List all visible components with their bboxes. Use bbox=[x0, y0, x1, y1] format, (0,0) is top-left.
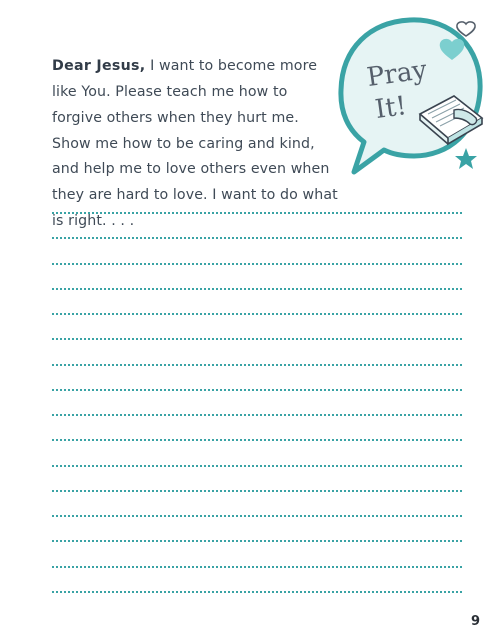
writing-line[interactable] bbox=[52, 237, 462, 239]
writing-line[interactable] bbox=[52, 338, 462, 340]
prayer-paragraph bbox=[52, 54, 342, 235]
writing-line[interactable] bbox=[52, 515, 462, 517]
writing-line[interactable] bbox=[52, 490, 462, 492]
writing-line[interactable] bbox=[52, 465, 462, 467]
star-icon bbox=[455, 148, 477, 169]
writing-lines bbox=[52, 212, 462, 616]
writing-line[interactable] bbox=[52, 263, 462, 265]
writing-line[interactable] bbox=[52, 540, 462, 542]
badge-word-it: It! bbox=[373, 91, 409, 126]
writing-line[interactable] bbox=[52, 288, 462, 290]
writing-line[interactable] bbox=[52, 313, 462, 315]
writing-line[interactable] bbox=[52, 566, 462, 568]
prayer-greeting: Dear Jesus, bbox=[52, 58, 146, 75]
writing-line[interactable] bbox=[52, 364, 462, 366]
writing-line[interactable] bbox=[52, 389, 462, 391]
writing-line[interactable] bbox=[52, 439, 462, 441]
pray-it-badge bbox=[336, 14, 486, 186]
writing-line[interactable] bbox=[52, 414, 462, 416]
writing-line[interactable] bbox=[52, 591, 462, 593]
prayer-text: I want to become more like You. Please teach me how to forgive others when they hurt me. Show me how to be caring and kind, and help me to love others even when they are hard to love. I want to do what is right. . . . bbox=[52, 58, 338, 229]
page-number: 9 bbox=[470, 614, 480, 629]
writing-line[interactable] bbox=[52, 212, 462, 214]
badge-word-pray: Pray bbox=[365, 55, 429, 94]
